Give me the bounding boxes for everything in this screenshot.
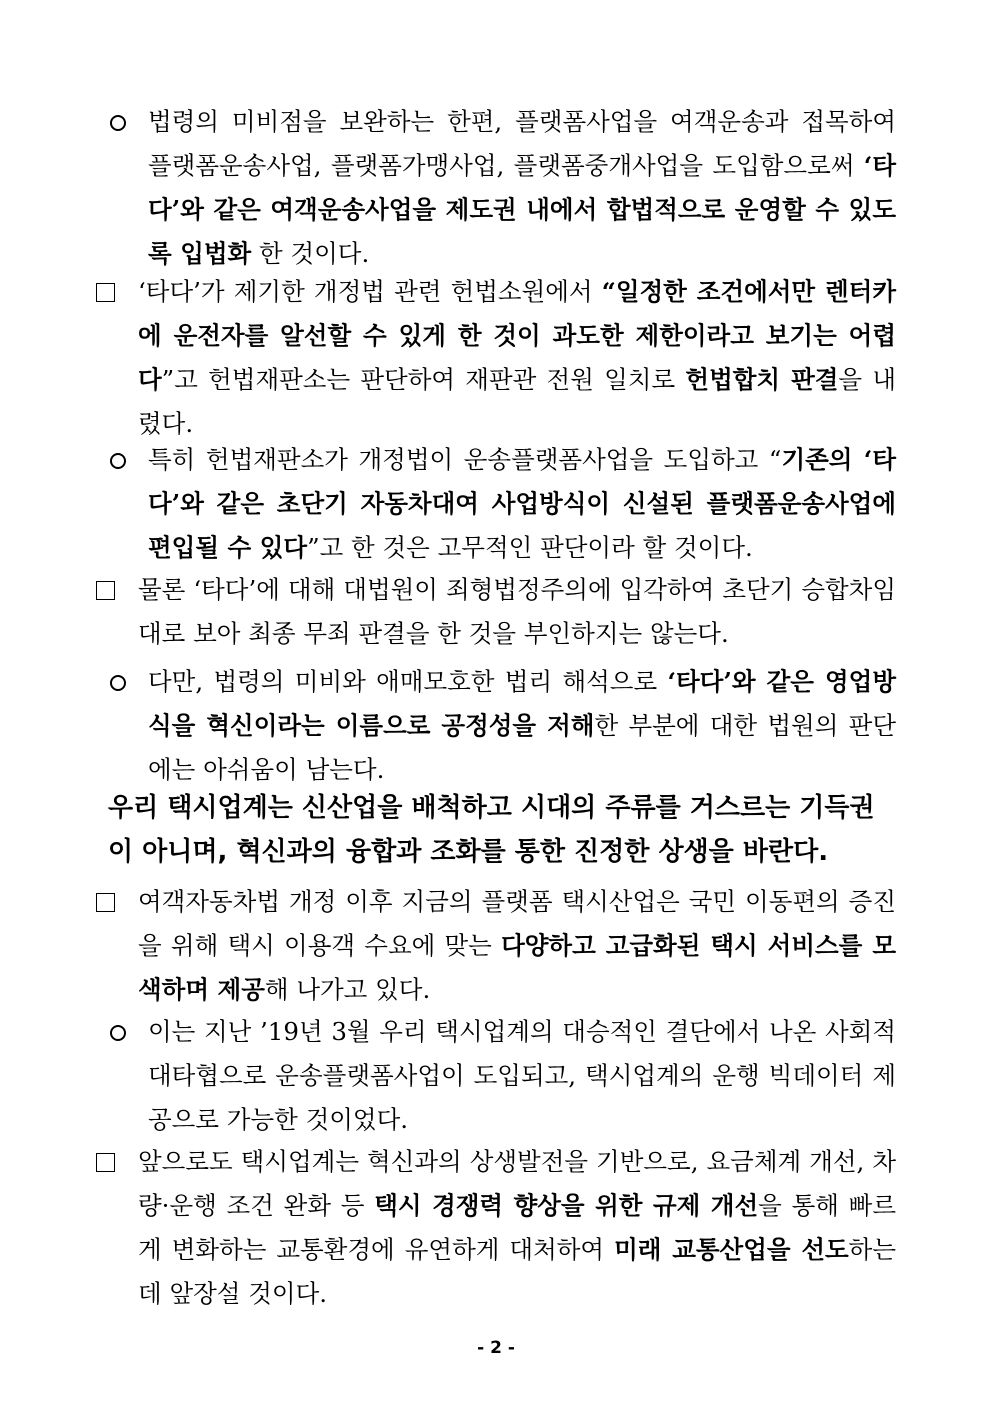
body-text: 특히 헌법재판소가 개정법이 운송플랫폼사업을 도입하고 “: [148, 445, 782, 474]
page-number: - 2 -: [477, 1338, 515, 1358]
body-text: 물론 ‘타다’에 대해 대법원이 죄형법정주의에 입각하여 초단기 승합차임대로 보아 최종 무죄 판결을 한 것을 부인하지는 않는다.: [138, 575, 896, 648]
body-text: 한 것이다.: [251, 239, 370, 268]
body-text: 을 내렸다.: [138, 365, 896, 438]
body-text: ”고 헌법재판소는 판단하여 재판관 전원 일치로: [161, 365, 686, 394]
body-text: ”고 한 것은 고무적인 판단이라 할 것이다.: [307, 533, 753, 562]
paragraph-8: [138, 1140, 896, 1316]
circle-bullet-icon: [110, 438, 140, 482]
emphasis-text: 헌법합치 판결: [685, 365, 839, 394]
paragraph-5: [148, 660, 896, 792]
paragraph-6: [138, 880, 896, 1012]
body-text: 이는 지난 ’19년 3월 우리 택시업계의 대승적인 결단에서 나온 사회적 대타협으로 운송플랫폼사업이 도입되고, 택시업계의 운행 빅데이터 제공으로 가능한 것이었다.: [148, 1017, 896, 1134]
paragraph-7: [148, 1010, 896, 1142]
paragraph-2: [138, 270, 896, 446]
paragraph-3: [148, 438, 896, 570]
checkbox-bullet-icon: [96, 1140, 126, 1184]
body-text: 을 통해 빠르게 변화하는 교통환경에 유연하게 대처하여: [138, 1191, 897, 1264]
emphasis-text: “일정한 조건에서만 렌터카에 운전자를 알선할 수 있게 한 것이 과도한 제한이라고 보기는 어렵다: [138, 277, 896, 394]
emphasis-text: 기존의 ‘타다’와 같은 초단기 자동차대여 사업방식이 신설된 플랫폼운송사업에 편입될 수 있다: [148, 445, 896, 562]
paragraph-1: [148, 100, 896, 276]
checkbox-bullet-icon: [96, 568, 126, 612]
checkbox-bullet-icon: [96, 880, 126, 924]
body-text: 다만, 법령의 미비와 애매모호한 법리 해석으로: [148, 667, 668, 696]
emphasis-text: 다양하고 고급화된 택시 서비스를 모색하며 제공: [138, 931, 896, 1004]
emphasis-text: ‘타다’와 같은 영업방식을 혁신이라는 이름으로 공정성을 저해: [148, 667, 896, 740]
body-text: 여객자동차법 개정 이후 지금의 플랫폼 택시산업은 국민 이동편의 증진을 위해 택시 이용객 수요에 맞는: [138, 887, 896, 960]
body-text: 앞으로도 택시업계는 혁신과의 상생발전을 기반으로, 요금체계 개선, 차량·운행 조건 완화 등: [138, 1147, 896, 1220]
body-text: 한 부분에 대한 법원의 판단에는 아쉬움이 남는다.: [148, 711, 896, 784]
body-text: 하는데 앞장설 것이다.: [138, 1235, 896, 1308]
checkbox-bullet-icon: [96, 270, 126, 314]
body-text: ‘타다’가 제기한 개정법 관련 헌법소원에서: [138, 277, 602, 306]
body-text: 법령의 미비점을 보완하는 한편, 플랫폼사업을 여객운송과 접목하여 플랫폼운송사업, 플랫폼가맹사업, 플랫폼중개사업을 도입함으로써: [148, 107, 896, 180]
circle-bullet-icon: [110, 660, 140, 704]
emphasis-text: 택시 경쟁력 향상을 위한 규제 개선: [374, 1191, 759, 1220]
emphasis-text: ‘타다’와 같은 여객운송사업을 제도권 내에서 합법적으로 운영할 수 있도록 입법화: [148, 151, 896, 268]
emphasis-text: 미래 교통산업을 선도: [614, 1235, 849, 1264]
paragraph-4: [138, 568, 896, 656]
circle-bullet-icon: [110, 1010, 140, 1054]
section-heading: 우리 택시업계는 신산업을 배척하고 시대의 주류를 거스르는 기득권이 아니며, 혁신과의 융합과 조화를 통한 진정한 상생을 바란다.: [108, 793, 875, 867]
circle-bullet-icon: [110, 100, 140, 144]
body-text: 해 나가고 있다.: [264, 975, 431, 1004]
